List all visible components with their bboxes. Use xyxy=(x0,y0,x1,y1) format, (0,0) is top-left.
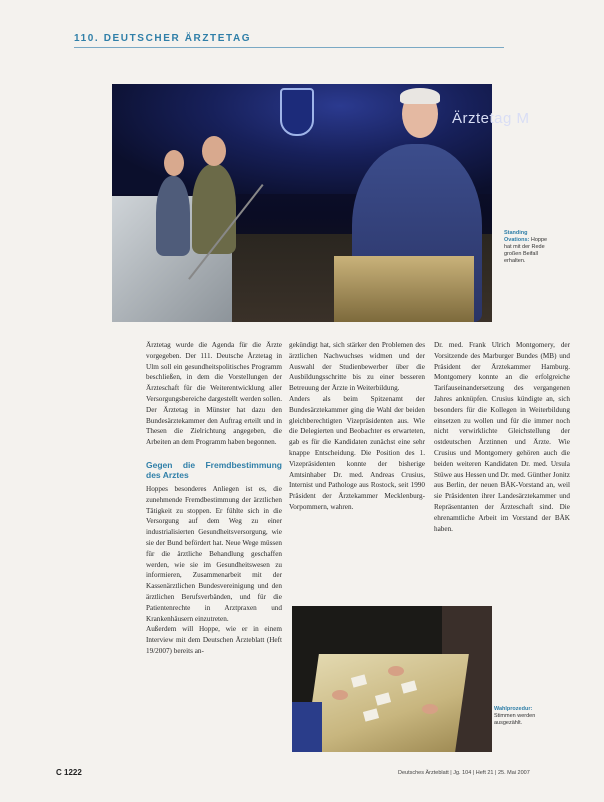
column3-paragraph: Dr. med. Frank Ulrich Montgomery, der Vorsitzende des Marburger Bundes (MB) und Präsident der Ärztekammer Hamburg. Montgomery konnte an die erfolgreiche Tarifauseinandersetzung des vergangenen Jahres anknüpfen. Crusius kündigte an, sich besonders für die Kollegen in Weiterbildung einsetzen zu wollen und für die immer noch nicht verwirklichte Gleichstellung der ostdeutschen Ärztinnen und Ärzte. Wie Crusius und Montgomery gehören auch die beiden weiteren Kandidaten Dr. med. Ursula Stüwe aus Hessen und Dr. med. Günther Jonitz aus Berlin, der neuen BÄK-Vorstand an, weil sie Präsidenten ihrer Landesärztekammer und Repräsentanten der Ärzteschaft sind. Die ehrenamtliche Arbeit im Vorstand der BÄK haben. xyxy=(434,341,570,533)
main-caption-title: Standing Ovations: xyxy=(504,230,530,243)
text-column-3 xyxy=(434,340,570,534)
ballot-count-photo xyxy=(292,606,492,752)
small-photo-caption xyxy=(494,706,554,727)
journal-citation: Deutsches Ärzteblatt | Jg. 104 | Heft 21 | 25. Mai 2007 xyxy=(398,770,530,776)
photo-applauding-figure xyxy=(192,164,236,254)
counting-hand xyxy=(422,704,438,714)
photo-delegate-figure xyxy=(156,176,190,256)
counting-hand xyxy=(388,666,404,676)
page-number: C 1222 xyxy=(56,768,82,777)
subheading: Gegen die Fremdbestimmung des Arztes xyxy=(146,459,282,480)
assembly-logo-icon xyxy=(280,88,314,136)
counting-hand xyxy=(332,690,348,700)
column2-paragraph: gekündigt hat, sich stärker den Problemen des ärztlichen Nachwuchses widmen und der Auswahl der Studienbewerber über die Ausbildungsschritte bis zu einer besseren Betreuung der Ärzte in Weiterbildung. xyxy=(289,341,425,393)
photo-speaker-hair xyxy=(400,88,440,104)
header-rule xyxy=(74,47,504,48)
section-header: 110. DEUTSCHER ÄRZTETAG xyxy=(74,33,252,44)
photo-banner-text: Ärztetag M xyxy=(452,110,530,127)
column1-paragraph: Ärztetag wurde die Agenda für die Ärzte vorgegeben. Der 111. Deutsche Ärztetag in Ulm soll ein gesundheitspolitisches Programm beschließen, in dem die Vorstellungen der Ärzteschaft für die Weiterentwicklung aller Versorgungsbereiche dargestellt werden sollen. Der Ärztetag in Münster hat dazu den Bundesärztekammer den Auftrag erteilt und in Thesen die Zielrichtung angegeben, die Arbeiten an dem Programm haben begonnen. xyxy=(146,341,282,447)
column1-paragraph: Außerdem will Hoppe, wie er in einem Interview mit dem Deutschen Ärzteblatt (Heft 19/2007) bereits an- xyxy=(146,625,282,655)
main-caption-text: Hoppe hat mit der Rede großen Beifall erhalten. xyxy=(504,237,548,264)
photo-delegate-head xyxy=(164,150,184,176)
small-caption-text: Stimmen werden ausgezählt. xyxy=(494,713,536,726)
column2-paragraph: Anders als beim Spitzenamt der Bundesärztekammer ging die Wahl der beiden gleichberechtigten Vizepräsidenten aus. Wie die Delegierten und Beobachter es erwarteten, gab es für die Kandidaten zunächst eine sehr knappe Entscheidung. Die Position des 1. Vizepräsidenten konnte der bisherige Amtsinhaber Dr. med. Andreas Crusius, Internist und Pathologe aus Rostock, seit 1990 Präsident der Ärztekammer Mecklenburg-Vorpommern, wahren. xyxy=(289,394,425,511)
text-column-2 xyxy=(289,340,425,513)
photo-lectern xyxy=(334,256,474,322)
column1-paragraph: Hoppes besonderes Anliegen ist es, die zunehmende Fremdbestimmung der ärztlichen Tätigkeit zu stoppen. Er fühlte sich in die Versorgung auf dem Weg zu einer industrialisierten Gesundheitsversorgung, wie sie der Bund befördert hat. Neue Wege müssen für die ärztliche Behandlung geschaffen werden, wie sie im Gesundheitswesen zu informieren, Zusammenarbeit mit der Kassenärztlichen Bundesvereinigung und den ärztlichen Berufsverbänden, und für die Patientenrechte in Arztpraxen und Krankenhäusern einzutreten. xyxy=(146,484,282,623)
text-column-1 xyxy=(146,340,282,657)
photo-applauding-head xyxy=(202,136,226,166)
small-caption-title: Wahlprozedur: xyxy=(494,706,533,712)
main-photo-caption xyxy=(504,230,554,265)
photo-person-blue xyxy=(292,702,322,752)
